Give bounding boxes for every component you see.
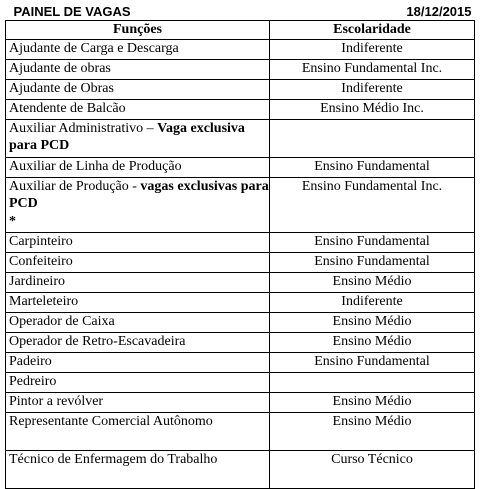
- table-row: [6, 352, 475, 372]
- function-cell: Pintor a revólver: [6, 392, 270, 412]
- table-row: [6, 232, 475, 252]
- table-row: [6, 292, 475, 312]
- function-cell: Ajudante de Obras: [6, 79, 270, 99]
- education-cell: Ensino Fundamental: [270, 232, 475, 252]
- table-row: [6, 59, 475, 79]
- job-panel: [5, 3, 474, 482]
- pcd-note: Vaga exclusiva para PCD: [9, 120, 245, 153]
- table-row: [6, 252, 475, 272]
- table-row: [6, 39, 475, 59]
- education-cell: Ensino Médio: [270, 272, 475, 292]
- function-cell: Atendente de Balcão: [6, 99, 270, 119]
- table-row: [6, 272, 475, 292]
- education-cell: Ensino Fundamental: [270, 252, 475, 272]
- function-cell: Representante Comercial Autônomo: [6, 412, 270, 450]
- function-text: Auxiliar de Produção -: [9, 178, 141, 194]
- table-row: [6, 99, 475, 119]
- table-row: [6, 412, 475, 450]
- function-cell: Pedreiro: [6, 372, 270, 392]
- education-cell: Ensino Fundamental Inc.: [270, 177, 475, 232]
- table-row: [6, 312, 475, 332]
- function-cell: Ajudante de obras: [6, 59, 270, 79]
- education-cell: Ensino Médio Inc.: [270, 99, 475, 119]
- function-cell: [6, 119, 270, 157]
- panel-title: PAINEL DE VAGAS: [6, 3, 270, 21]
- function-cell: Carpinteiro: [6, 232, 270, 252]
- education-cell: Ensino Médio: [270, 312, 475, 332]
- education-cell: Ensino Fundamental Inc.: [270, 59, 475, 79]
- education-cell: Ensino Fundamental: [270, 157, 475, 177]
- education-cell: Ensino Médio: [270, 332, 475, 352]
- education-cell: Ensino Fundamental: [270, 352, 475, 372]
- education-cell: Indiferente: [270, 39, 475, 59]
- table-row: [6, 119, 475, 157]
- column-header-functions: Funções: [6, 21, 270, 40]
- panel-date: 18/12/2015: [270, 3, 475, 21]
- table-row: [6, 157, 475, 177]
- column-header-education: Escolaridade: [270, 21, 475, 40]
- function-cell: Jardineiro: [6, 272, 270, 292]
- table-row: [6, 392, 475, 412]
- function-cell: Marteleteiro: [6, 292, 270, 312]
- function-cell: Auxiliar de Linha de Produção: [6, 157, 270, 177]
- table-row: [6, 79, 475, 99]
- function-cell: Ajudante de Carga e Descarga: [6, 39, 270, 59]
- asterisk-note: *: [9, 213, 16, 229]
- education-cell: Ensino Médio: [270, 412, 475, 450]
- function-cell: Confeiteiro: [6, 252, 270, 272]
- table-row: [6, 450, 475, 488]
- table-row: [6, 177, 475, 232]
- job-vacancies-table: [5, 3, 475, 489]
- column-header-row: [6, 21, 475, 40]
- function-text: Auxiliar Administrativo –: [9, 120, 158, 136]
- pcd-note: vagas exclusivas para PCD: [9, 178, 269, 211]
- function-cell: Operador de Caixa: [6, 312, 270, 332]
- education-cell: Indiferente: [270, 79, 475, 99]
- function-cell: Padeiro: [6, 352, 270, 372]
- education-cell: Curso Técnico: [270, 450, 475, 488]
- education-cell: Ensino Médio: [270, 392, 475, 412]
- function-cell: Técnico de Enfermagem do Trabalho: [6, 450, 270, 488]
- education-cell: [270, 119, 475, 157]
- function-cell: Operador de Retro-Escavadeira: [6, 332, 270, 352]
- function-cell: [6, 177, 270, 232]
- table-row: [6, 372, 475, 392]
- education-cell: [270, 372, 475, 392]
- table-row: [6, 332, 475, 352]
- education-cell: Indiferente: [270, 292, 475, 312]
- panel-header: [6, 3, 475, 21]
